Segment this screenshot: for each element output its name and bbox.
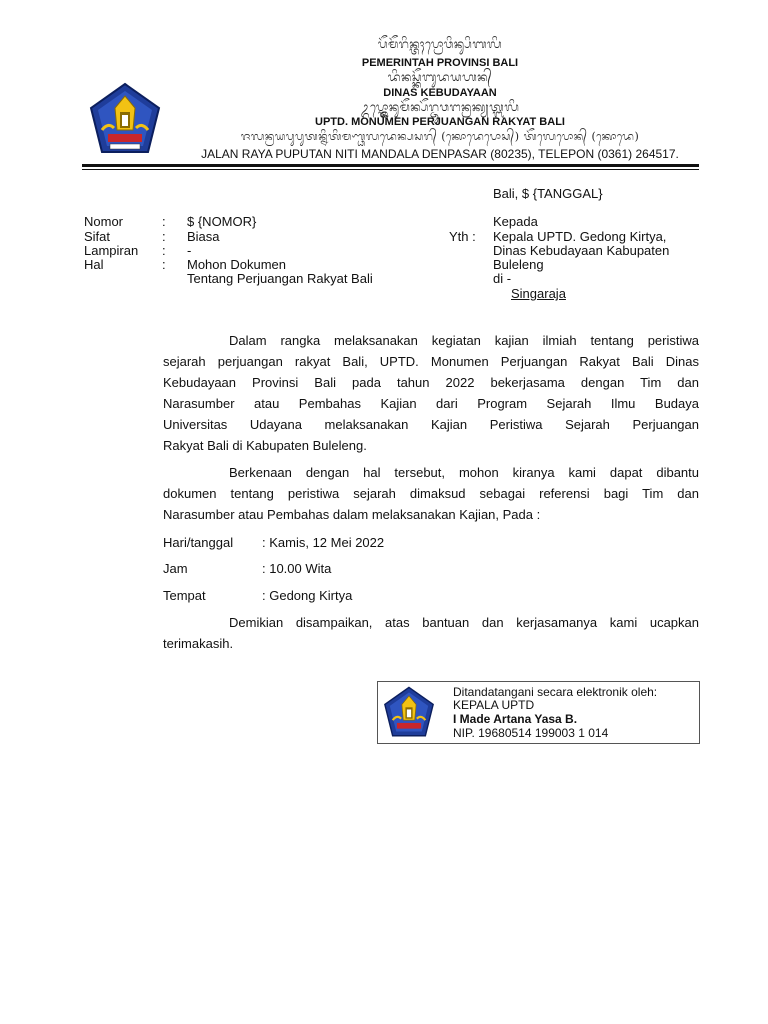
signature-name: I Made Artana Yasa B.: [453, 712, 578, 726]
hal-value-line-2: Tentang Perjuangan Rakyat Bali: [187, 271, 373, 286]
signature-line-1: Ditandatangani secara elektronik oleh:: [453, 685, 658, 699]
lampiran-label: Lampiran: [84, 243, 139, 258]
body-p2-line-1: Berkenaan dengan hal tersebut, mohon kiranya kami dapat dibantu: [229, 465, 699, 480]
header-divider-thin: [82, 169, 699, 170]
schedule-day-value: : Kamis, 12 Mei 2022: [262, 535, 385, 550]
nomor-label: Nomor: [84, 214, 124, 229]
body-p2-line-3: Narasumber atau Pembahas dalam melaksanakan Kajian, Pada :: [163, 507, 541, 522]
closing-line-1: Demikian disampaikan, atas bantuan dan kerjasamanya kami ucapkan: [229, 615, 699, 630]
schedule-day-label: Hari/tanggal: [163, 535, 234, 550]
signature-position: KEPALA UPTD: [453, 698, 535, 712]
lampiran-colon: :: [162, 243, 166, 258]
body-p1-line-2: sejarah perjuangan rakyat Bali, UPTD. Monumen Perjuangan Rakyat Bali Dinas: [163, 354, 699, 369]
hal-colon: :: [162, 257, 166, 272]
bali-province-emblem: [88, 82, 162, 158]
recipient-kepada: Kepada: [493, 214, 538, 229]
body-p1-line-5: Universitas Udayana melaksanakan Kajian Peristiwa Sejarah Perjuangan: [163, 417, 699, 432]
schedule-time-value: : 10.00 Wita: [262, 561, 332, 576]
sifat-colon: :: [162, 229, 166, 244]
header-address: JALAN RAYA PUPUTAN NITI MANDALA DENPASAR (80235), TELEPON (0361) 264517.: [201, 147, 679, 161]
body-p1-line-3: Kebudayaan Provinsi Bali pada tahun 2022 bekerjasama dengan Tim dan: [163, 375, 699, 390]
body-p1-line-4: Narasumber atau Pembahas Kajian dari Program Sejarah Ilmu Budaya: [163, 396, 699, 411]
header-script-line-3: ᬉᬧ᭄ᬢ᭄ᬤ᭄ᬫᭀᬦᬸᬫᭂᬦ᭄ᬧᭂᬭ᭄ᬚᬸᬯᬗᬦ᭄ᬭᬓ᭄ᬬᬢ᭄ᬩᬮᬶ: [360, 100, 520, 114]
recipient-line-4: di -: [493, 271, 512, 286]
body-p2-line-2: dokumen tentang peristiwa sejarah dimaksud sebagai referensi bagi Tim dan: [163, 486, 699, 501]
header-script-line-1: ᬧᭂᬫᭂᬭᬶᬦ᭄ᬢᬄᬧ᭄ᬭᭀᬯᬶᬦ᭄ᬲᬶᬩᬮᬶ: [377, 37, 503, 51]
signature-nip: NIP. 19680514 199003 1 014: [453, 726, 609, 740]
recipient-line-1: Kepala UPTD. Gedong Kirtya,: [493, 229, 667, 244]
nomor-colon: :: [162, 214, 166, 229]
header-divider: [82, 164, 699, 167]
schedule-time-label: Jam: [163, 561, 188, 576]
sifat-label: Sifat: [84, 229, 111, 244]
signature-emblem: [382, 686, 436, 740]
header-script-line-4: ᬚᬮᬦ᭄ᬭᬬᬧᬸᬧᬸᬢᬦ᭄ᬦᬶᬢᬶᬫᬡ᭄ᬥᬮᬤᬾᬦ᭄ᬧᬲᬭ᭄ (ᬓᭀᬤᬾᬧᭀᬲ᭄) ᬢᭂᬮᬾᬧᭀᬦ᭄ (ᬓᭀᬤᬾ): [240, 130, 640, 143]
body-p1-line-1: Dalam rangka melaksanakan kegiatan kajian ilmiah tentang peristiwa: [229, 333, 699, 348]
recipient-yth: Yth :: [449, 229, 476, 244]
letter-date: Bali, $ {TANGGAL}: [493, 186, 603, 201]
header-script-line-2: ᬤᬶᬦᬲ᭄ᬓᭂᬩᬸᬤᬬᬳᬦ᭄: [387, 70, 493, 84]
header-government: PEMERINTAH PROVINSI BALI: [361, 57, 519, 69]
recipient-city: Singaraja: [511, 286, 566, 301]
nomor-value: $ {NOMOR}: [187, 214, 257, 229]
recipient-line-3: Buleleng: [493, 257, 544, 272]
hal-label: Hal: [84, 257, 104, 272]
body-p1-line-6: Rakyat Bali di Kabupaten Buleleng.: [163, 438, 367, 453]
sifat-value: Biasa: [187, 229, 220, 244]
header-unit: UPTD. MONUMEN PERJUANGAN RAKYAT BALI: [315, 116, 565, 128]
schedule-place-label: Tempat: [163, 588, 206, 603]
recipient-line-2: Dinas Kebudayaan Kabupaten: [493, 243, 670, 258]
header-department: DINAS KEBUDAYAAN: [383, 87, 497, 99]
closing-line-2: terimakasih.: [163, 636, 234, 651]
hal-value-line-1: Mohon Dokumen: [187, 257, 286, 272]
schedule-place-value: : Gedong Kirtya: [262, 588, 353, 603]
lampiran-value: -: [187, 243, 192, 258]
